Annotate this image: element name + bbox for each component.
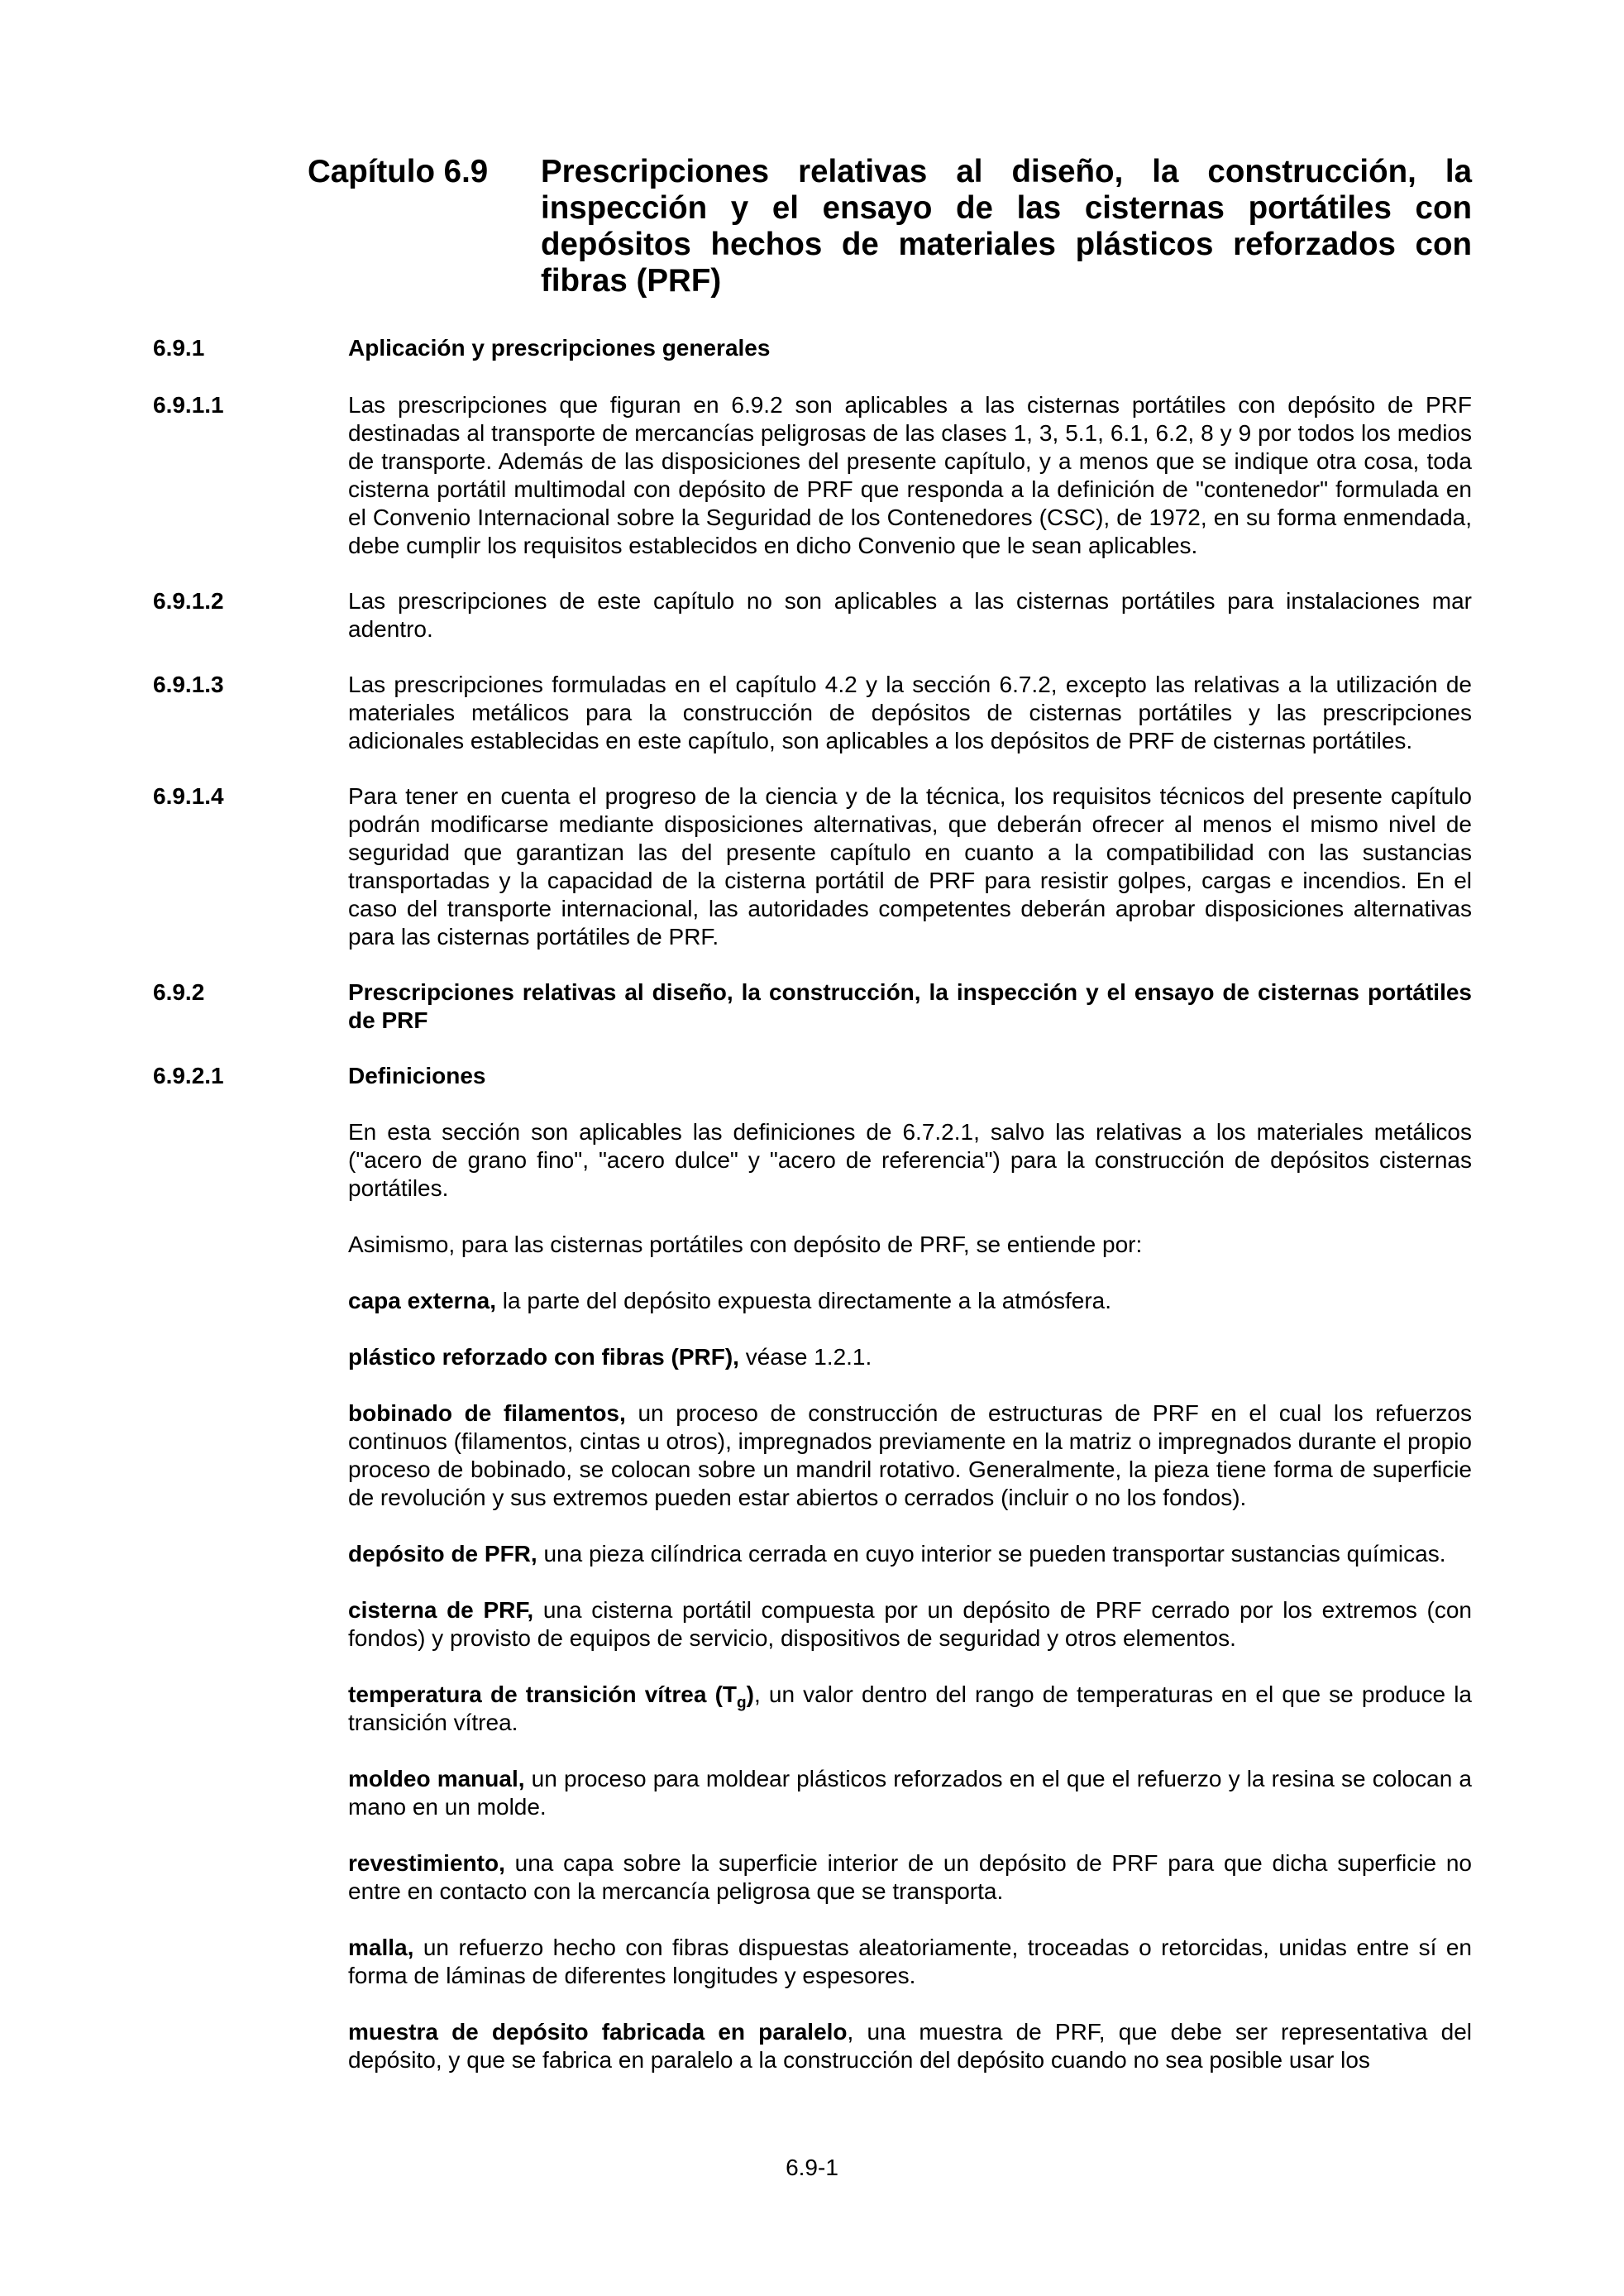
definition-term: malla, xyxy=(348,1935,414,1960)
definition-item xyxy=(153,1399,1472,1512)
definition-item xyxy=(153,2018,1472,2074)
section-number: 6.9.1.2 xyxy=(153,588,224,614)
definition-term: bobinado de filamentos, xyxy=(348,1400,626,1426)
section-6-9-2-1 xyxy=(153,1062,1472,1090)
section-6-9-1-3 xyxy=(153,671,1472,755)
definition-text: , un valor dentro del rango de temperaturas en el que se produce la transición vítrea. xyxy=(348,1681,1473,1735)
definition-term: muestra de depósito fabricada en paralelo xyxy=(348,2019,848,2045)
definition-item xyxy=(153,1681,1472,1737)
section-paragraph: Las prescripciones de este capítulo no son aplicables a las cisternas portátiles para instalaciones mar adentro. xyxy=(348,588,1472,642)
definition-item xyxy=(153,1849,1472,1906)
definition-text: un proceso para moldear plásticos reforzados en el que el refuerzo y la resina se colocan a mano en un molde. xyxy=(348,1766,1472,1820)
chapter-label: Capítulo 6.9 xyxy=(308,154,489,189)
section-number: 6.9.2.1 xyxy=(153,1063,224,1088)
definition-term-end: ) xyxy=(746,1681,754,1707)
section-6-9-2 xyxy=(153,978,1472,1035)
definition-term: moldeo manual, xyxy=(348,1766,525,1791)
section-paragraph: Las prescripciones que figuran en 6.9.2 son aplicables a las cisternas portátiles con depósito de PRF destinadas al transporte de mercancías peligrosas de las clases 1, 3, 5.1, 6.1, 6.2, 8 y 9 por todos los medios de transporte. Además de las disposiciones del presente capítulo, y a menos que se indique otra cosa, toda cisterna portátil multimodal con depósito de PRF que responda a la definición de "contenedor" formulada en el Convenio Internacional sobre la Seguridad de los Contenedores (CSC), de 1972, en su forma enmendada, debe cumplir los requisitos establecidos en dicho Convenio que le sean aplicables. xyxy=(348,392,1472,558)
definition-item xyxy=(153,1540,1472,1568)
definition-text: una capa sobre la superficie interior de un depósito de PRF para que dicha superficie no entre en contacto con la mercancía peligrosa que se transporta. xyxy=(348,1850,1472,1904)
section-number: 6.9.1.1 xyxy=(153,392,224,418)
intro-paragraph xyxy=(153,1231,1472,1259)
definition-text: la parte del depósito expuesta directamente a la atmósfera. xyxy=(496,1288,1111,1313)
section-number: 6.9.1.4 xyxy=(153,783,224,809)
section-number: 6.9.1.3 xyxy=(153,672,224,697)
definition-term: depósito de PFR, xyxy=(348,1541,537,1567)
definition-text: una pieza cilíndrica cerrada en cuyo interior se pueden transportar sustancias químicas. xyxy=(537,1541,1446,1567)
section-heading: Definiciones xyxy=(348,1063,486,1088)
definition-text: véase 1.2.1. xyxy=(738,1344,872,1370)
section-6-9-1 xyxy=(153,334,1472,362)
definition-term: capa externa, xyxy=(348,1288,496,1313)
definition-term: revestimiento, xyxy=(348,1850,505,1876)
definition-term-subscript: g xyxy=(737,1694,747,1712)
definition-text: un proceso de construcción de estructuras de PRF en el cual los refuerzos continuos (filamentos, cintas u otros), impregnados previamente en la matriz o impregnados durante el propio proceso de bobinado, se colocan sobre un mandril rotativo. Generalmente, la pieza tiene forma de superficie de revolución y sus extremos pueden estar abiertos o cerrados (incluir o no los fondos). xyxy=(348,1400,1472,1510)
definition-item xyxy=(153,1934,1472,1990)
section-number: 6.9.2 xyxy=(153,979,205,1005)
chapter-header xyxy=(308,154,1472,299)
section-paragraph: Para tener en cuenta el progreso de la ciencia y de la técnica, los requisitos técnicos del presente capítulo podrán modificarse mediante disposiciones alternativas, que deberán ofrecer al menos el mismo nivel de seguridad que garantizan las del presente capítulo en cuanto a la compatibilidad con las sustancias transportadas y la capacidad de la cisterna portátil de PRF para resistir golpes, cargas e incendios. En el caso del transporte internacional, las autoridades competentes deberán aprobar disposiciones alternativas para las cisternas portátiles de PRF. xyxy=(348,783,1472,949)
section-paragraph: Las prescripciones formuladas en el capítulo 4.2 y la sección 6.7.2, excepto las relativas a la utilización de materiales metálicos para la construcción de depósitos de cisternas portátiles y las prescripciones adicionales establecidas en este capítulo, son aplicables a los depósitos de PRF de cisternas portátiles. xyxy=(348,672,1472,753)
definition-text: una cisterna portátil compuesta por un depósito de PRF cerrado por los extremos (con fondos) y provisto de equipos de servicio, dispositivos de seguridad y otros elementos. xyxy=(348,1597,1472,1651)
document-body xyxy=(153,334,1472,2074)
section-6-9-1-4 xyxy=(153,782,1472,951)
section-number: 6.9.1 xyxy=(153,335,205,361)
definition-item xyxy=(153,1343,1472,1371)
definition-text: un refuerzo hecho con fibras dispuestas aleatoriamente, troceadas o retorcidas, unidas entre sí en forma de láminas de diferentes longitudes y espesores. xyxy=(348,1935,1472,1988)
definition-term: temperatura de transición vítrea (T xyxy=(348,1681,738,1707)
definition-item xyxy=(153,1287,1472,1315)
definition-text: , una muestra de PRF, que debe ser representativa del depósito, y que se fabrica en paralelo a la construcción del depósito cuando no sea posible usar los xyxy=(348,2019,1472,2073)
section-6-9-1-1 xyxy=(153,391,1472,560)
page-number: 6.9-1 xyxy=(786,2155,838,2180)
section-6-9-1-2 xyxy=(153,587,1472,643)
paragraph-text: En esta sección son aplicables las definiciones de 6.7.2.1, salvo las relativas a los materiales metálicos ("acero de grano fino", "acero dulce" y "acero de referencia") para la construcción de depósitos cisternas portátiles. xyxy=(348,1119,1472,1201)
section-heading: Prescripciones relativas al diseño, la construcción, la inspección y el ensayo de cisternas portátiles de PRF xyxy=(348,979,1472,1033)
definition-term: cisterna de PRF, xyxy=(348,1597,534,1623)
definition-term: plástico reforzado con fibras (PRF), xyxy=(348,1344,739,1370)
paragraph-text: Asimismo, para las cisternas portátiles con depósito de PRF, se entiende por: xyxy=(348,1232,1143,1257)
definition-item xyxy=(153,1765,1472,1821)
intro-paragraph xyxy=(153,1118,1472,1203)
chapter-title: Prescripciones relativas al diseño, la construcción, la inspección y el ensayo de las cisternas portátiles con depósitos hechos de materiales plásticos reforzados con fibras (PRF) xyxy=(541,154,1472,299)
definition-item xyxy=(153,1596,1472,1653)
section-heading: Aplicación y prescripciones generales xyxy=(348,335,771,361)
